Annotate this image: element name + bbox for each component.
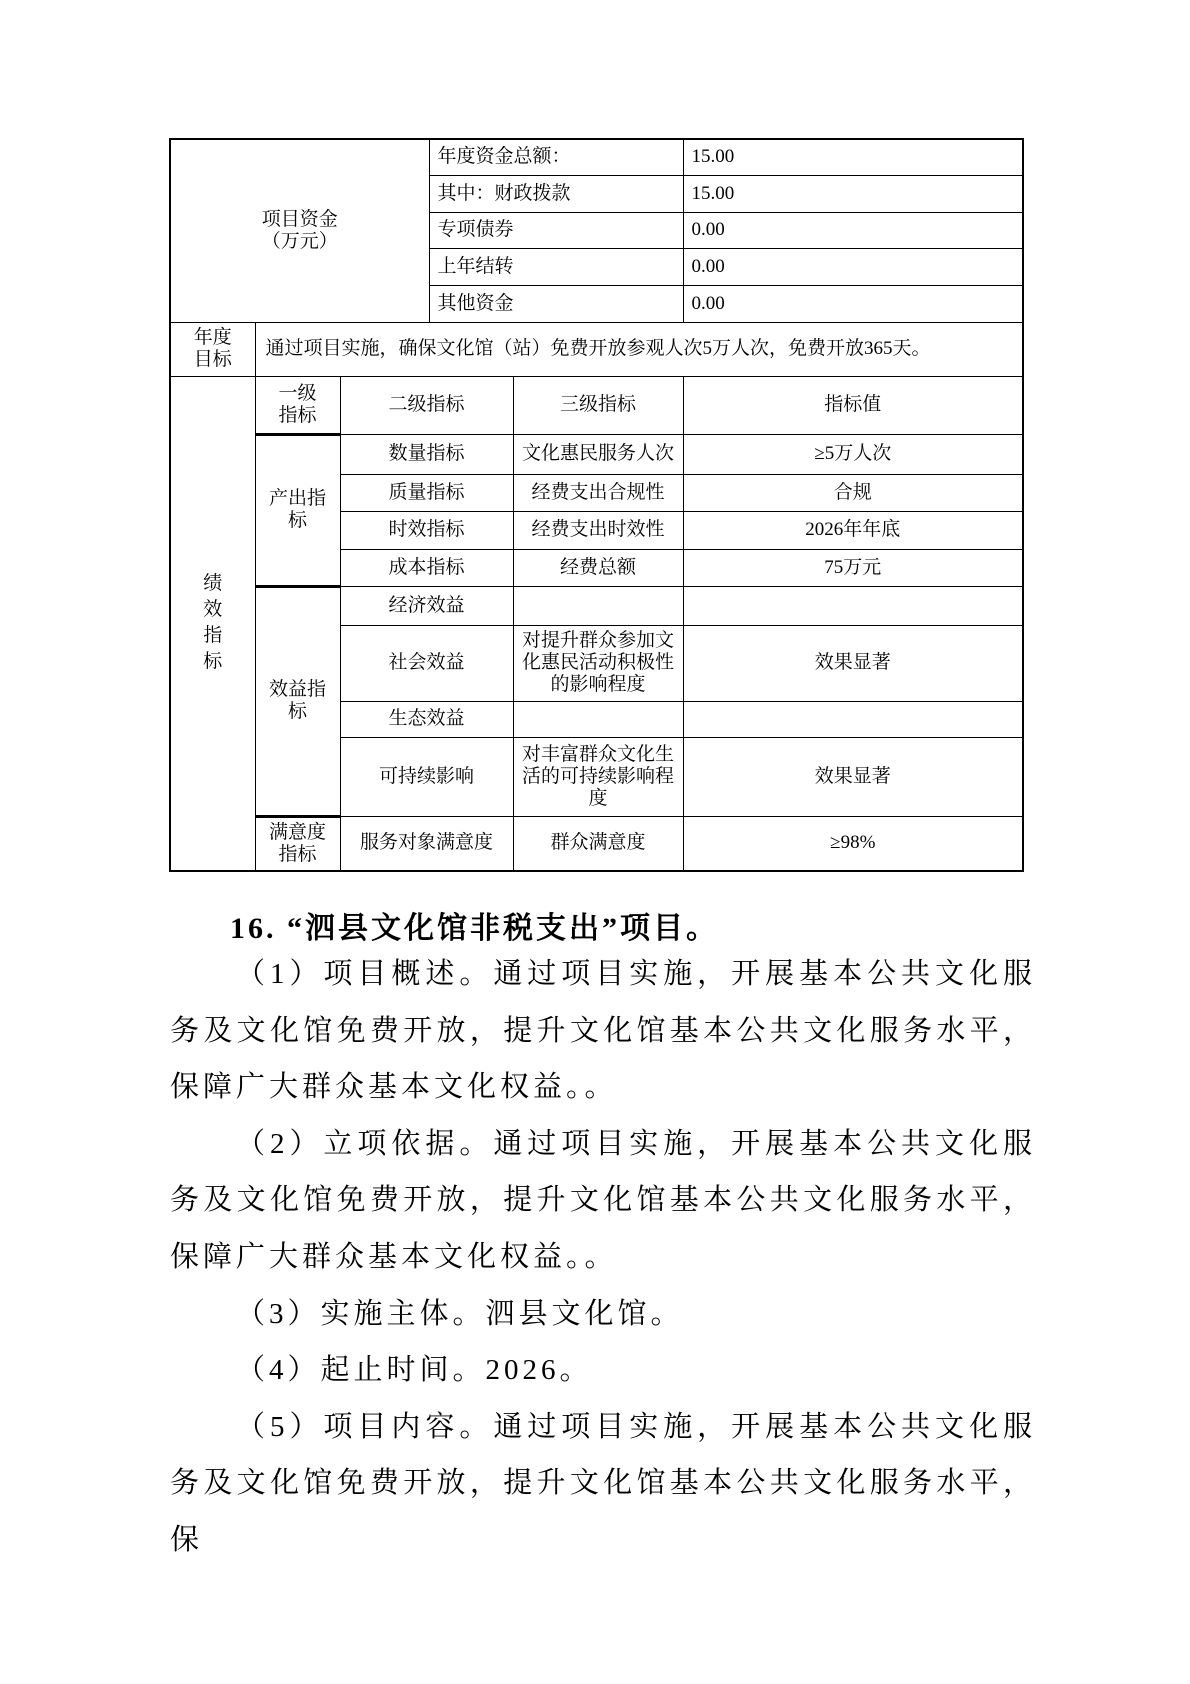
kpi-header-value: 指标值 (683, 376, 1023, 434)
kpi-section-label-cell (170, 376, 255, 871)
kpi-level3-cell: 经费支出合规性 (513, 474, 683, 511)
kpi-group-benefit-cell: 效益指 标 (255, 586, 340, 816)
fund-value-cell: 0.00 (683, 248, 1023, 285)
kpi-header-level1: 一级 指标 (255, 376, 340, 434)
kpi-level3-cell (513, 586, 683, 625)
kpi-level2-cell: 经济效益 (340, 586, 513, 625)
fund-name-cell: 专项债券 (429, 212, 683, 248)
kpi-level3-cell: 对提升群众参加文化惠民活动积极性的影响程度 (513, 625, 683, 701)
kpi-level3-cell (513, 701, 683, 737)
kpi-group-satisfaction-cell: 满意度 指标 (255, 816, 340, 871)
kpi-level3-cell: 对丰富群众文化生活的可持续影响程度 (513, 737, 683, 816)
kpi-row (170, 434, 1023, 474)
kpi-header-level2: 二级指标 (340, 376, 513, 434)
fund-row (170, 139, 1023, 175)
fund-name-cell: 其中：财政拨款 (429, 175, 683, 212)
kpi-level2-cell: 服务对象满意度 (340, 816, 513, 871)
fund-name-cell: 其他资金 (429, 285, 683, 322)
fund-value-cell: 0.00 (683, 212, 1023, 248)
annual-goal-label-cell: 年度 目标 (170, 322, 255, 376)
paragraph-content: （5）项目内容。通过项目实施，开展基本公共文化服务及文化馆免费开放，提升文化馆基本公共文化服务水平，保 (170, 1410, 1036, 1556)
kpi-level2-cell: 成本指标 (340, 549, 513, 586)
kpi-row (170, 586, 1023, 625)
kpi-level3-cell: 经费支出时效性 (513, 511, 683, 549)
fund-label-cell: 项目资金 （万元） (170, 139, 429, 322)
kpi-value-cell: 效果显著 (683, 737, 1023, 816)
kpi-row (170, 816, 1023, 871)
kpi-value-cell: ≥98% (683, 816, 1023, 871)
kpi-value-cell: 75万元 (683, 549, 1023, 586)
kpi-level2-cell: 生态效益 (340, 701, 513, 737)
kpi-level3-cell: 文化惠民服务人次 (513, 434, 683, 474)
kpi-header-row (170, 376, 1023, 434)
kpi-section-label: 绩效指标 (203, 573, 223, 673)
kpi-level3-cell: 群众满意度 (513, 816, 683, 871)
kpi-value-cell (683, 701, 1023, 737)
fund-value-cell: 15.00 (683, 175, 1023, 212)
annual-goal-row (170, 322, 1023, 376)
paragraph-overview: （1）项目概述。通过项目实施，开展基本公共文化服务及文化馆免费开放，提升文化馆基本公共文化服务水平，保障广大群众基本文化权益。。 (170, 958, 1036, 1104)
kpi-value-cell: ≥5万人次 (683, 434, 1023, 474)
kpi-level2-cell: 可持续影响 (340, 737, 513, 816)
kpi-level2-cell: 社会效益 (340, 625, 513, 701)
kpi-group-output-cell: 产出指 标 (255, 434, 340, 586)
kpi-level3-cell: 经费总额 (513, 549, 683, 586)
fund-value-cell: 15.00 (683, 139, 1023, 175)
fund-name-cell: 上年结转 (429, 248, 683, 285)
kpi-level2-cell: 时效指标 (340, 511, 513, 549)
kpi-value-cell: 合规 (683, 474, 1023, 511)
kpi-header-level3: 三级指标 (513, 376, 683, 434)
project-performance-table (169, 138, 1024, 872)
paragraph-timeframe: （4）起止时间。2026。 (236, 1354, 593, 1387)
annual-goal-text-cell: 通过项目实施，确保文化馆（站）免费开放参观人次5万人次，免费开放365天。 (255, 322, 1023, 376)
kpi-value-cell: 2026年年底 (683, 511, 1023, 549)
kpi-level2-cell: 数量指标 (340, 434, 513, 474)
fund-value-cell: 0.00 (683, 285, 1023, 322)
kpi-value-cell: 效果显著 (683, 625, 1023, 701)
section-body (170, 946, 1036, 1569)
kpi-value-cell (683, 586, 1023, 625)
kpi-level2-cell: 质量指标 (340, 474, 513, 511)
fund-name-cell: 年度资金总额： (429, 139, 683, 175)
paragraph-implementer: （3）实施主体。泗县文化馆。 (236, 1297, 684, 1330)
paragraph-basis: （2）立项依据。通过项目实施，开展基本公共文化服务及文化馆免费开放，提升文化馆基本公共文化服务水平，保障广大群众基本文化权益。。 (170, 1127, 1036, 1273)
section-heading: 16. “泗县文化馆非税支出”项目。 (230, 912, 719, 945)
